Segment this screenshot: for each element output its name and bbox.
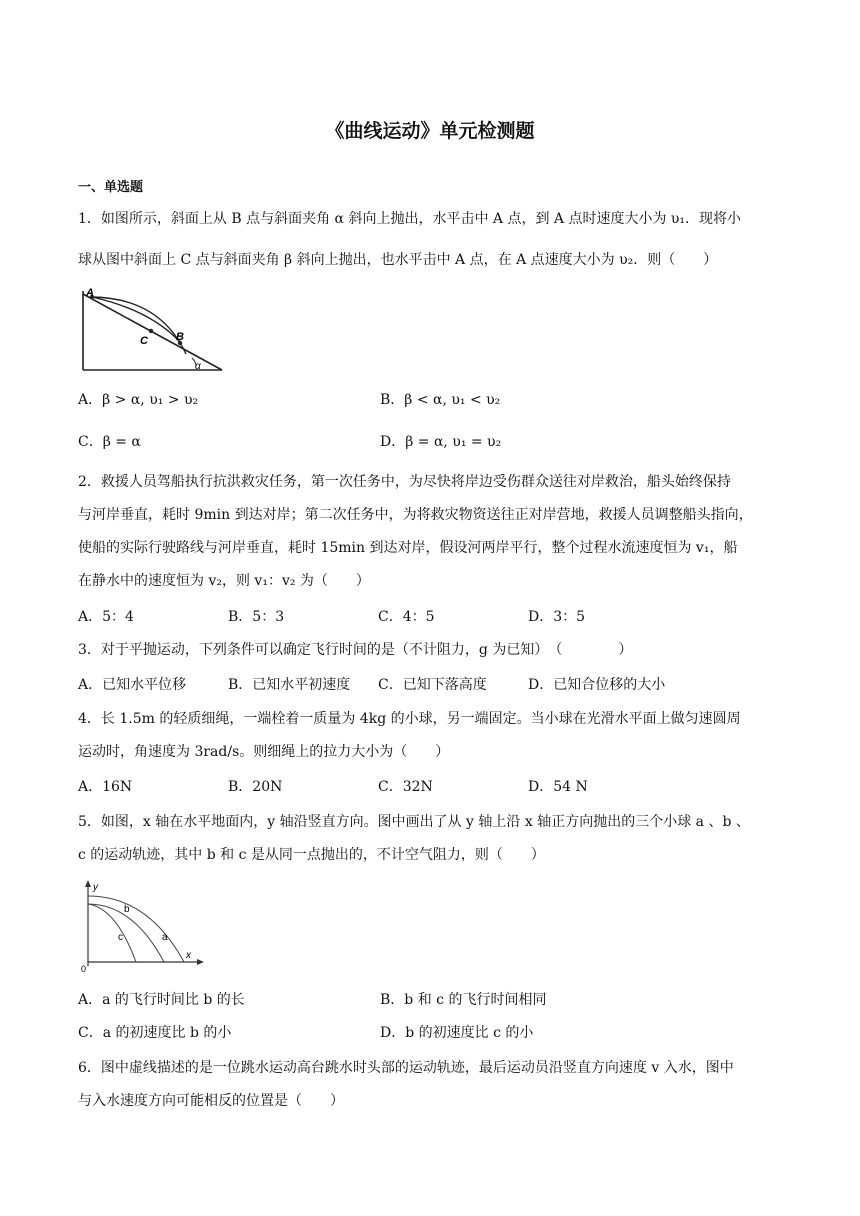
q6-text-line1: 6．图中虚线描述的是一位跳水运动高台跳水时头部的运动轨迹，最后运动员沿竖直方向速度 v 入水，图中: [78, 1060, 734, 1076]
q3-option-d[interactable]: D．已知合位移的大小: [528, 677, 666, 693]
q5-option-b[interactable]: B．b 和 c 的飞行时间相同: [380, 992, 547, 1008]
q1-option-d[interactable]: D．β = α, υ₁ = υ₂: [380, 434, 502, 450]
q5-figure-trajectories: [78, 878, 208, 974]
q4-option-c[interactable]: C．32N: [378, 779, 433, 795]
q4-option-b[interactable]: B．20N: [228, 779, 283, 795]
q1-label-alpha: α: [195, 361, 201, 372]
q2-text-line4: 在静水中的速度恒为 v₂，则 v₁：v₂ 为（ ）: [78, 573, 370, 589]
q1-option-b[interactable]: B．β < α, υ₁ < υ₂: [380, 392, 501, 408]
q3-option-c[interactable]: C．已知下落高度: [378, 677, 487, 693]
q5-text-line1: 5．如图，x 轴在水平地面内，y 轴沿竖直方向。图中画出了从 y 轴上沿 x 轴正方向抛出的三个小球 a 、b 、: [78, 814, 750, 830]
q1-label-B: B: [176, 331, 184, 343]
q2-text-line1: 2．救援人员驾船执行抗洪救灾任务，第一次任务中，为尽快将岸边受伤群众送往对岸救治，船头始终保持: [78, 474, 731, 490]
q5-label-origin: 0: [81, 964, 87, 974]
q4-text-line2: 运动时，角速度为 3rad/s。则细绳上的拉力大小为（ ）: [78, 744, 450, 760]
q2-option-c[interactable]: C．4：5: [378, 609, 435, 625]
q3-text-line1: 3．对于平抛运动，下列条件可以确定飞行时间的是（不计阻力，g 为已知） （ ）: [78, 642, 633, 658]
q5-option-d[interactable]: D．b 的初速度比 c 的小: [380, 1025, 534, 1041]
q1-text-line1: 1．如图所示，斜面上从 B 点与斜面夹角 α 斜向上抛出，水平击中 A 点，到 A 点时速度大小为 υ₁．现将小: [78, 211, 742, 227]
q5-label-c: c: [118, 932, 123, 943]
q1-figure-incline: [80, 288, 225, 374]
q6-text-line2: 与入水速度方向可能相反的位置是（ ）: [78, 1093, 344, 1109]
q2-option-a[interactable]: A．5：4: [78, 609, 134, 625]
page-title: 《曲线运动》单元检测题: [325, 120, 535, 142]
q3-option-b[interactable]: B．已知水平初速度: [228, 677, 351, 693]
q4-option-a[interactable]: A．16N: [78, 779, 133, 795]
q2-text-line3: 使船的实际行驶路线与河岸垂直，耗时 15min 到达对岸，假设河两岸平行，整个过程水流速度恒为 v₁，船: [78, 540, 738, 556]
q4-option-d[interactable]: D．54 N: [528, 779, 588, 795]
q5-label-a: a: [162, 932, 168, 943]
q5-label-b: b: [124, 904, 130, 915]
q3-option-a[interactable]: A．已知水平位移: [78, 677, 187, 693]
q5-option-c[interactable]: C．a 的初速度比 b 的小: [78, 1025, 232, 1041]
q5-label-x: x: [186, 950, 191, 961]
q2-option-d[interactable]: D．3：5: [528, 609, 586, 625]
q1-label-A: A: [86, 288, 94, 299]
q1-option-c[interactable]: C．β = α: [78, 434, 141, 450]
q5-text-line2: c 的运动轨迹，其中 b 和 c 是从同一点抛出的，不计空气阻力，则（ ）: [78, 847, 545, 863]
q1-label-C: C: [140, 335, 148, 347]
q2-option-b[interactable]: B．5：3: [228, 609, 285, 625]
q1-option-a[interactable]: A．β > α, υ₁ > υ₂: [78, 392, 199, 408]
q1-text-line2: 球从图中斜面上 C 点与斜面夹角 β 斜向上抛出，也水平击中 A 点，在 A 点速度大小为 υ₂．则（ ）: [78, 252, 718, 268]
q4-text-line1: 4．长 1.5m 的轻质细绳，一端栓着一质量为 4kg 的小球，另一端固定。当小球在光滑水平面上做匀速圆周: [78, 711, 741, 727]
q5-option-a[interactable]: A．a 的飞行时间比 b 的长: [78, 992, 245, 1008]
q5-label-y: y: [93, 882, 98, 893]
q2-text-line2: 与河岸垂直，耗时 9min 到达对岸；第二次任务中，为将救灾物资送往正对岸营地，救援人员调整船头指向，: [78, 507, 753, 523]
section-heading: 一、单选题: [78, 180, 144, 195]
